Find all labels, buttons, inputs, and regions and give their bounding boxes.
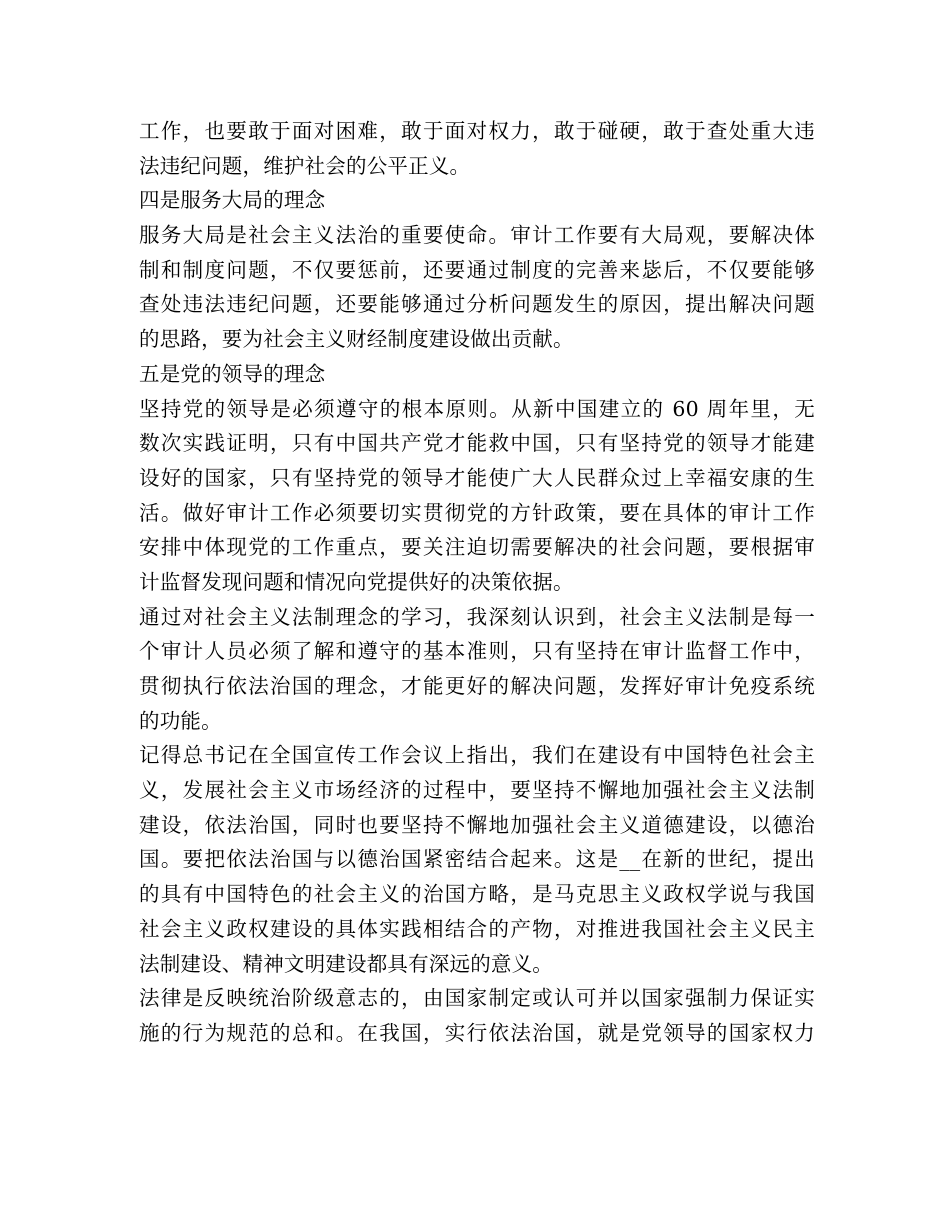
text-line: 义，发展社会主义市场经济的过程中，要坚持不懈地加强社会主义法制 bbox=[139, 778, 815, 803]
text-line: 的思路，要为社会主义财经制度建设做出贡献。 bbox=[139, 327, 574, 352]
text-line: 个审计人员必须了解和遵守的基本准则，只有坚持在审计监督工作中， bbox=[139, 639, 815, 664]
section-heading: 四是服务大局的理念 bbox=[139, 188, 326, 213]
text-line: 安排中体现党的工作重点，要关注迫切需要解决的社会问题，要根据审 bbox=[139, 535, 815, 560]
text-line: 制和制度问题，不仅要惩前，还要通过制度的完善来毖后，不仅要能够 bbox=[139, 257, 815, 282]
text-line: 施的行为规范的总和。在我国，实行依法治国，就是党领导的国家权力 bbox=[139, 1020, 815, 1045]
section-heading: 五是党的领导的理念 bbox=[139, 361, 326, 386]
text-line: 贯彻执行依法治国的理念，才能更好的解决问题，发挥好审计免疫系统 bbox=[139, 674, 815, 698]
text-line: 活。做好审计工作必须要切实贯彻党的方针政策，要在具体的审计工作 bbox=[139, 500, 815, 525]
text-line: 记得总书记在全国宣传工作会议上指出，我们在建设有中国特色社会主 bbox=[139, 743, 815, 768]
text-line: 国。要把依法治国与以德治国紧密结合起来。这是__在新的世纪，提出 bbox=[139, 847, 815, 872]
text-line: 的具有中国特色的社会主义的治国方略，是马克思主义政权学说与我国 bbox=[139, 882, 815, 907]
text-line: 工作，也要敢于面对困难，敢于面对权力，敢于碰硬，敢于查处重大违 bbox=[139, 119, 815, 143]
text-line: 法违纪问题，维护社会的公平正义。 bbox=[139, 153, 471, 178]
text-line: 法制建设、精神文明建设都具有深远的意义。 bbox=[139, 951, 553, 976]
text-line: 数次实践证明，只有中国共产党才能救中国，只有坚持党的领导才能建 bbox=[139, 431, 815, 456]
text-line: 通过对社会主义法制理念的学习，我深刻认识到，社会主义法制是每一 bbox=[139, 604, 815, 629]
text-line: 建设，依法治国，同时也要坚持不懈地加强社会主义道德建设，以德治 bbox=[139, 812, 815, 837]
text-line: 查处违法违纪问题，还要能够通过分析问题发生的原因，提出解决问题 bbox=[139, 292, 815, 317]
text-line: 社会主义政权建设的具体实践相结合的产物，对推进我国社会主义民主 bbox=[139, 916, 815, 941]
text-line: 的功能。 bbox=[139, 708, 222, 733]
text-line: 设好的国家，只有坚持党的领导才能使广大人民群众过上幸福安康的生 bbox=[139, 465, 815, 490]
text-line: 坚持党的领导是必须遵守的根本原则。从新中国建立的 60 周年里，无 bbox=[139, 396, 815, 421]
text-line: 服务大局是社会主义法治的重要使命。审计工作要有大局观，要解决体 bbox=[139, 223, 815, 248]
text-line: 法律是反映统治阶级意志的，由国家制定或认可并以国家强制力保证实 bbox=[139, 986, 815, 1011]
document-body bbox=[139, 114, 815, 1051]
text-line: 计监督发现问题和情况向党提供好的决策依据。 bbox=[139, 569, 574, 594]
